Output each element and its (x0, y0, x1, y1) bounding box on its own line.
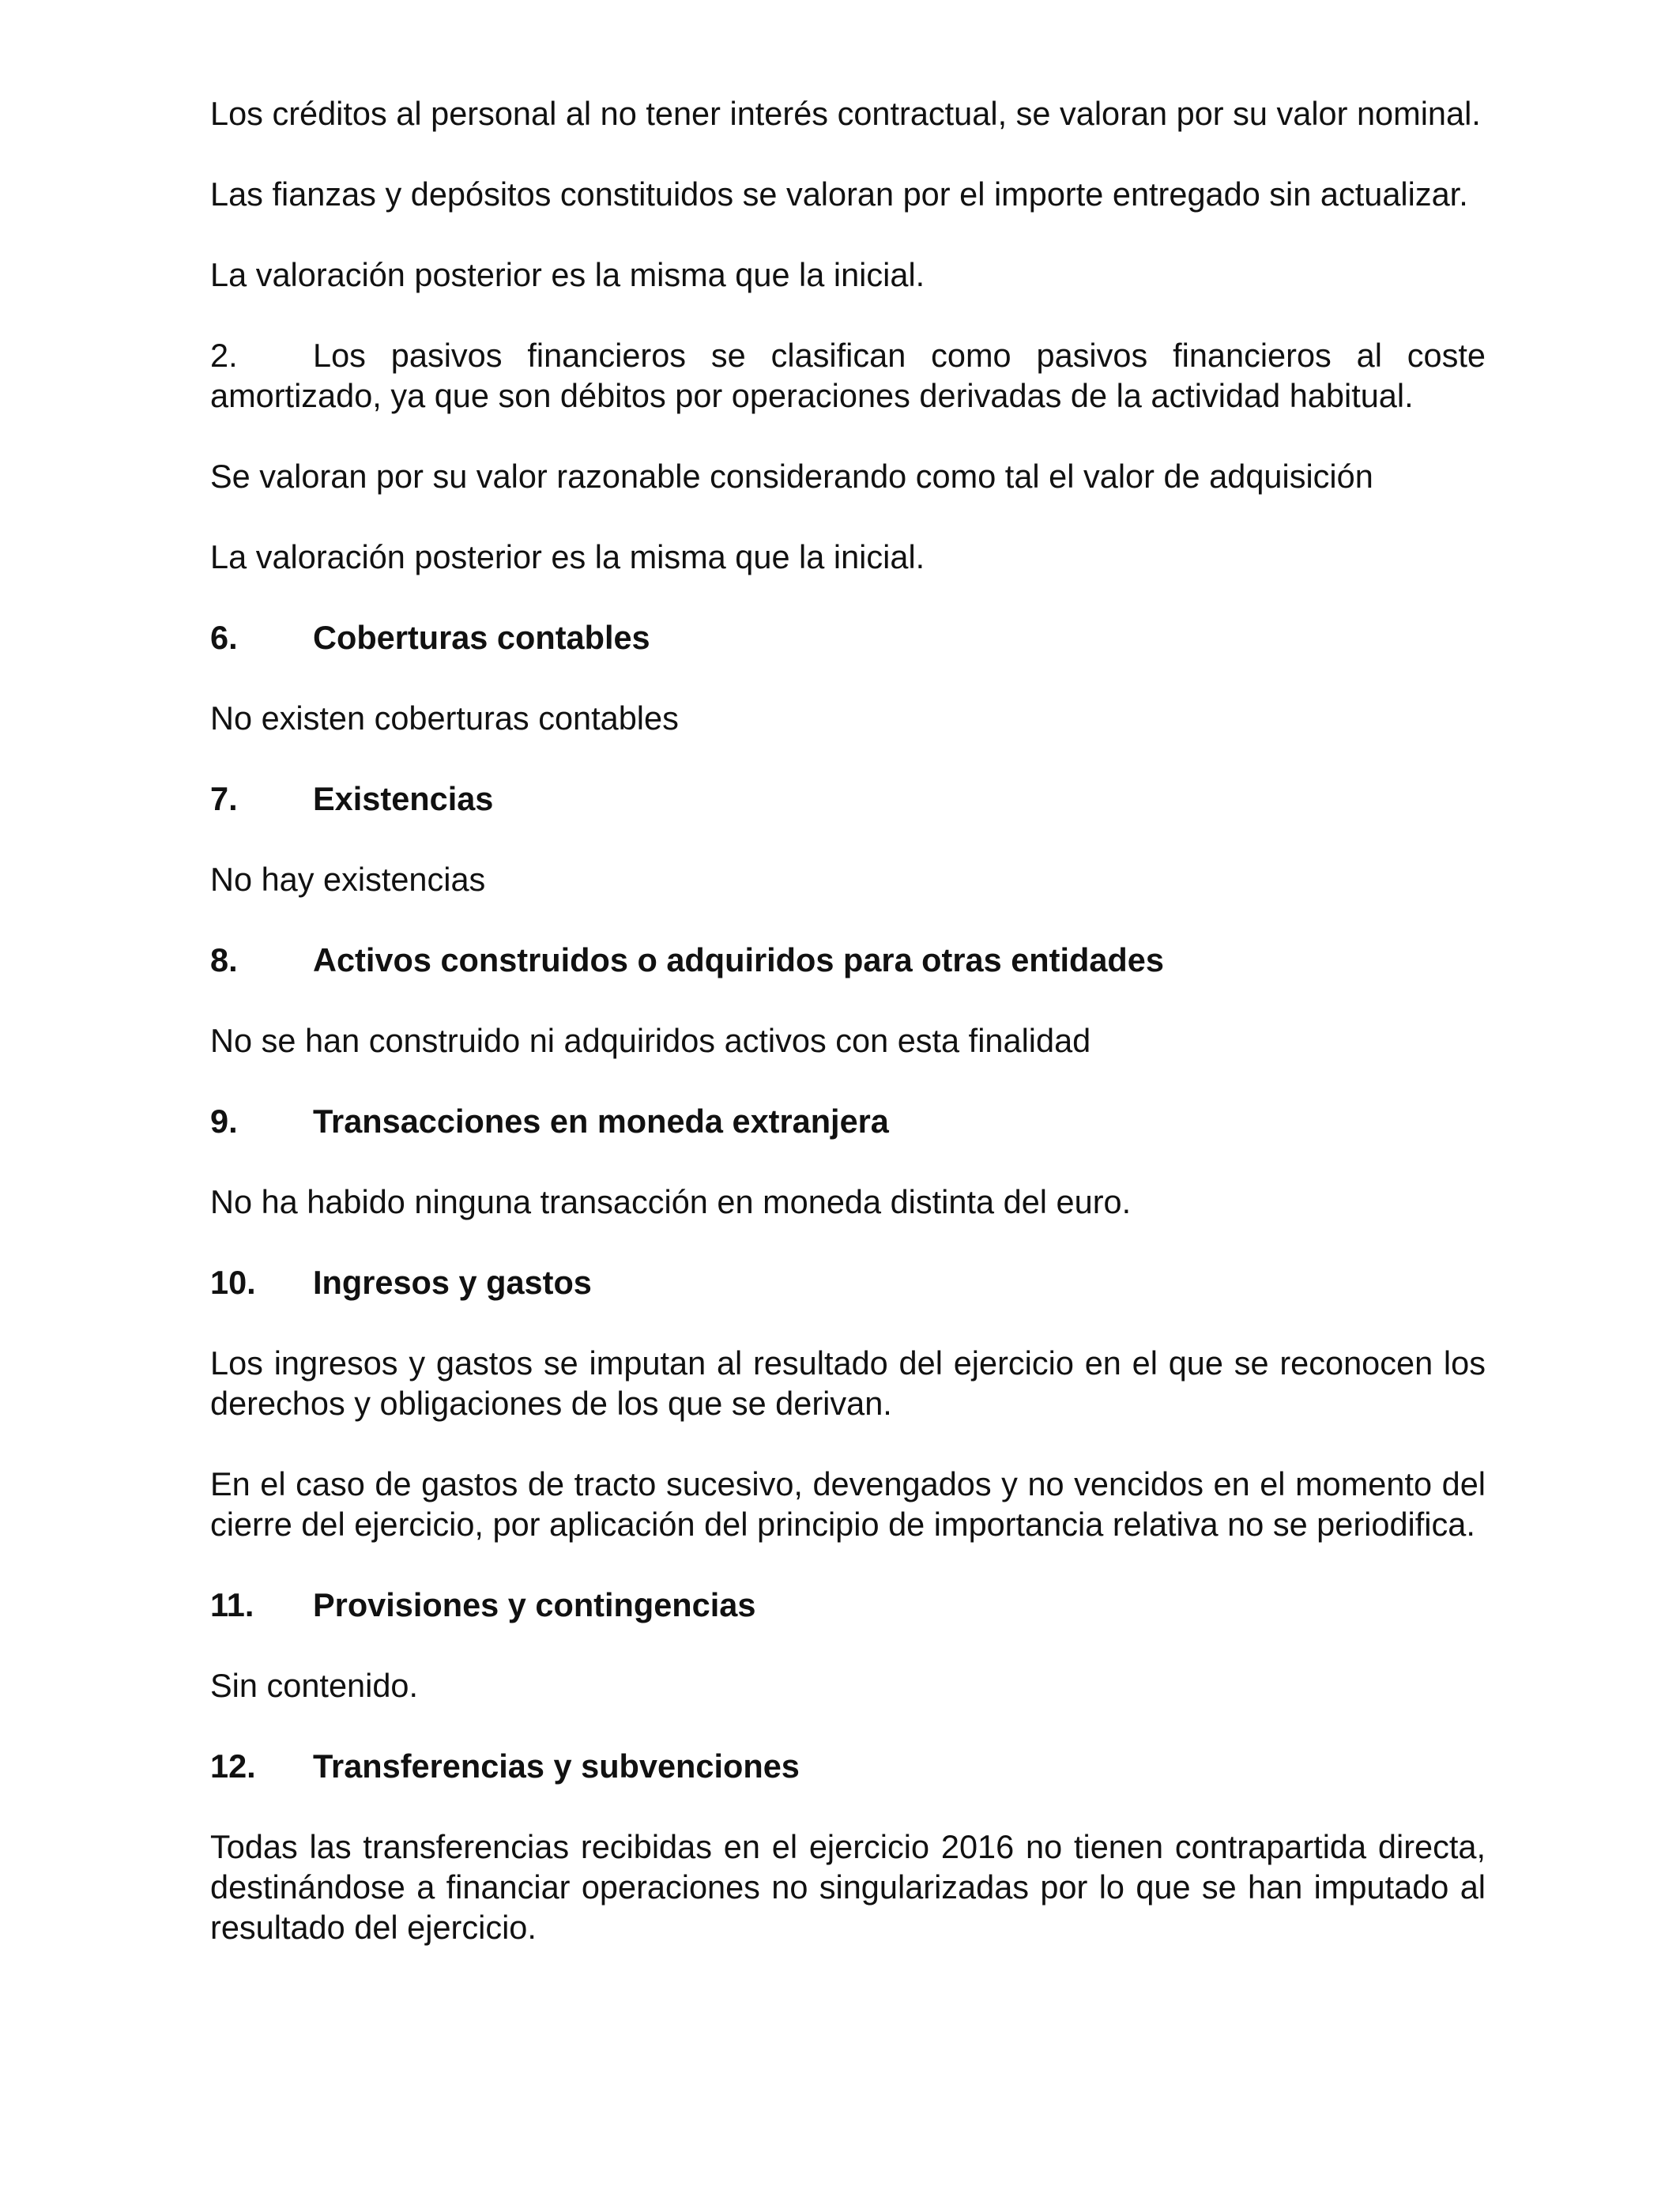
heading-ingresos-gastos (210, 1262, 1486, 1302)
para-fianzas-depositos: Las fianzas y depósitos constituidos se valoran por el importe entregado sin actualizar. (210, 175, 1468, 213)
para-pasivos-financieros (210, 335, 1486, 416)
heading-number: 11. (210, 1586, 254, 1623)
heading-transferencias (210, 1746, 1486, 1786)
para-creditos-personal: Los créditos al personal al no tener interés contractual, se valoran por su valor nominal. (210, 95, 1481, 132)
heading-existencias (210, 778, 1486, 819)
heading-text: Activos construidos o adquiridos para otras entidades (313, 941, 1164, 978)
heading-text: Coberturas contables (313, 619, 650, 656)
heading-activos-construidos (210, 940, 1486, 980)
heading-number: 8. (210, 941, 238, 978)
heading-number: 9. (210, 1103, 238, 1140)
heading-text: Ingresos y gastos (313, 1264, 592, 1301)
heading-coberturas-contables (210, 617, 1486, 658)
heading-number: 6. (210, 619, 238, 656)
item-text: Los pasivos financieros se clasifican como pasivos financieros al coste amortizado, ya que son débitos por operaciones derivadas de la actividad habitual. (210, 337, 1486, 414)
heading-moneda-extranjera (210, 1101, 1486, 1141)
para-moneda-extranjera: No ha habido ninguna transacción en moneda distinta del euro. (210, 1183, 1132, 1220)
heading-text: Provisiones y contingencias (313, 1586, 756, 1623)
heading-number: 10. (210, 1264, 256, 1301)
para-existencias: No hay existencias (210, 861, 486, 898)
para-ingresos-gastos: Los ingresos y gastos se imputan al resultado del ejercicio en el que se reconocen los derechos y obligaciones de los que se derivan. (210, 1344, 1486, 1422)
heading-provisiones (210, 1585, 1486, 1625)
heading-text: Existencias (313, 780, 494, 817)
heading-number: 7. (210, 780, 238, 817)
document-page (210, 93, 1486, 1947)
para-activos-construidos: No se han construido ni adquiridos activos con esta finalidad (210, 1022, 1091, 1059)
para-valoracion-posterior-2: La valoración posterior es la misma que la inicial. (210, 538, 925, 575)
heading-number: 12. (210, 1747, 256, 1785)
para-coberturas: No existen coberturas contables (210, 699, 679, 737)
para-transferencias: Todas las transferencias recibidas en el ejercicio 2016 no tienen contrapartida directa, destinándose a financiar operaciones no singularizadas por lo que se han imputado al resultado del ejercicio. (210, 1828, 1486, 1946)
para-tracto-sucesivo: En el caso de gastos de tracto sucesivo, devengados y no vencidos en el momento del cierre del ejercicio, por aplicación del principio de importancia relativa no se periodifica. (210, 1465, 1486, 1543)
item-number: 2. (210, 337, 238, 374)
para-valor-razonable: Se valoran por su valor razonable considerando como tal el valor de adquisición (210, 458, 1373, 495)
para-valoracion-posterior-1: La valoración posterior es la misma que la inicial. (210, 256, 925, 293)
heading-text: Transacciones en moneda extranjera (313, 1103, 889, 1140)
para-provisiones: Sin contenido. (210, 1667, 419, 1704)
heading-text: Transferencias y subvenciones (313, 1747, 800, 1785)
